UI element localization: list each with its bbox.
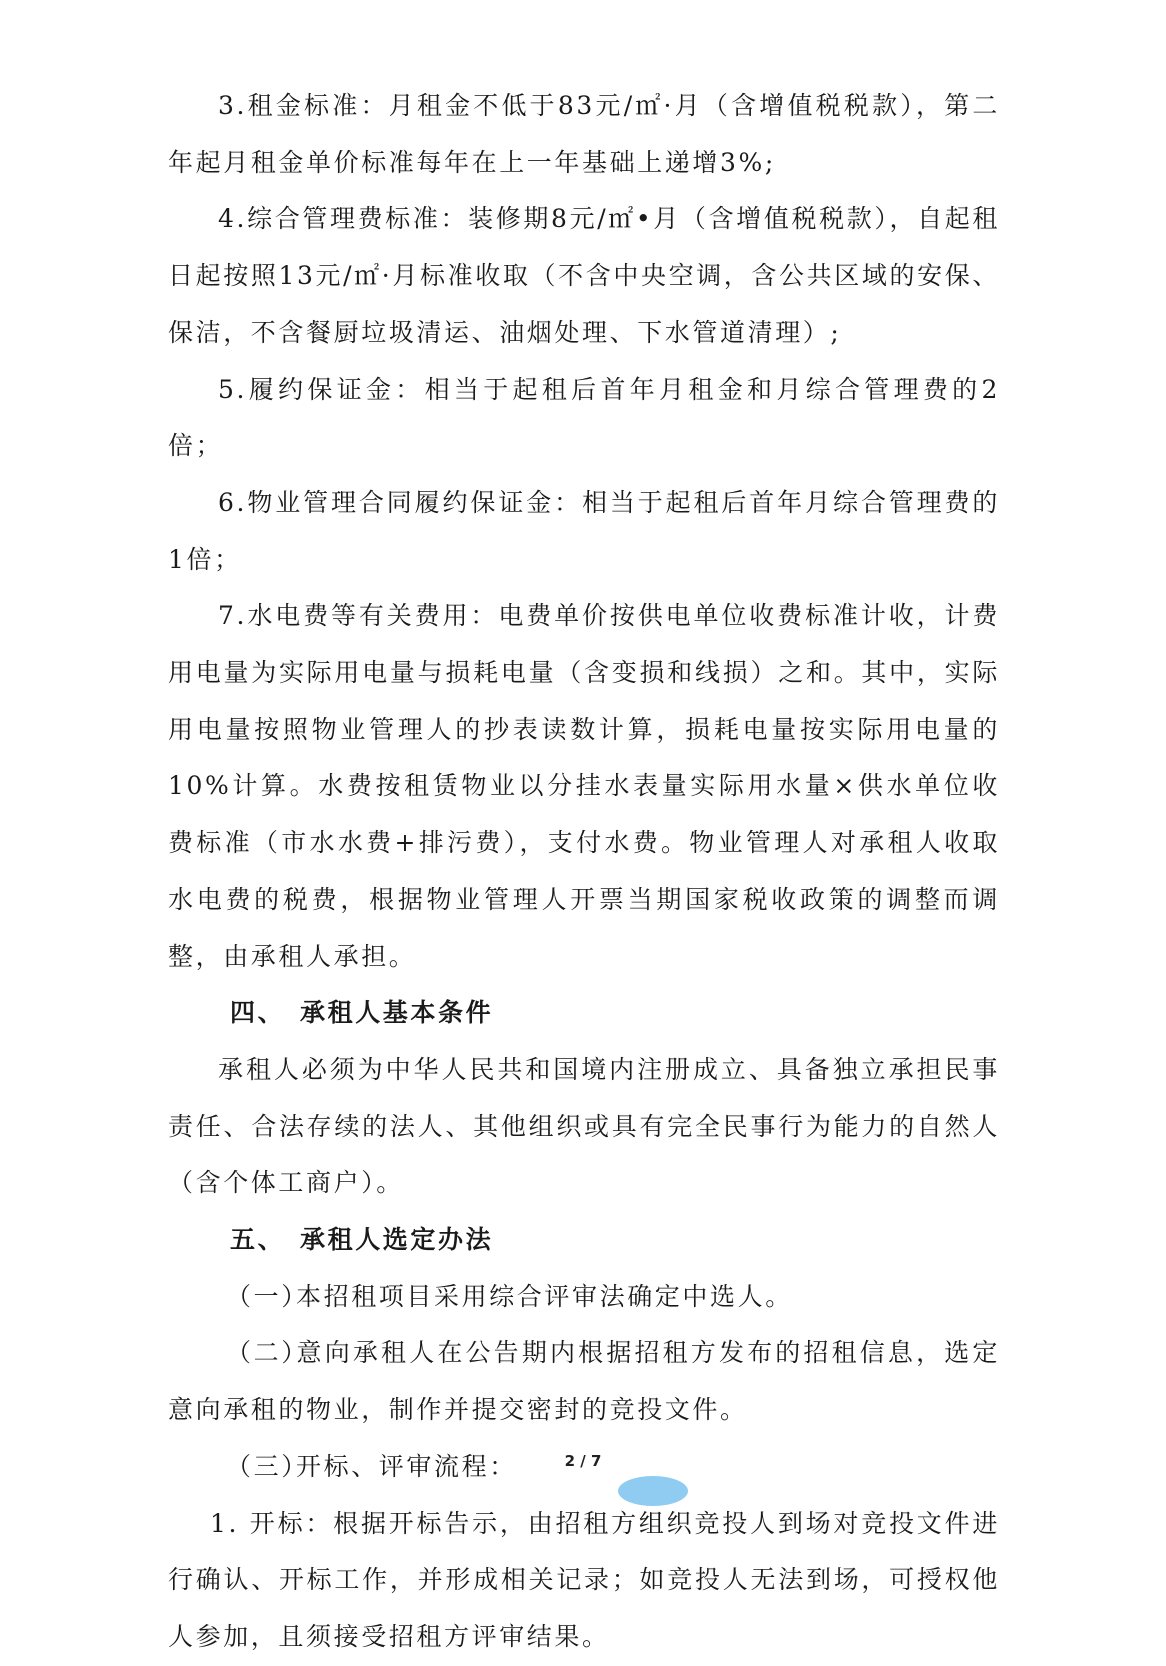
item-2-text: 意向承租人在公告期内根据招租方发布的招租信息，选定意向承租的物业，制作并提交密封的竞投文件。 — [168, 1338, 1000, 1425]
section-5-title: 承租人选定办法 — [300, 1225, 494, 1255]
section-5-number: 五、 — [230, 1225, 286, 1255]
utility-fees-paragraph: 7.水电费等有关费用：电费单价按供电单位收费标准计收，计费用电量为实际用电量与损耗电量（含变损和线损）之和。其中，实际用电量按照物业管理人的抄表读数计算，损耗电量按实际用电量的10%计算。水费按租赁物业以分挂水表量实际用水量×供水单位收费标准（市水水费+排污费），支付水费。物业管理人对承租人收取水电费的税费，根据物业管理人开票当期国家税收政策的调整而调整，由承租人承担。 — [168, 601, 1000, 971]
section-5-item-2 — [168, 1325, 1000, 1438]
page-content — [168, 78, 1000, 1666]
opening-step-paragraph: 1. 开标：根据开标告示，由招租方组织竞投人到场对竞投文件进行确认、开标工作，并形成相关记录；如竞投人无法到场，可授权他人参加，且须接受招租方评审结果。 — [168, 1508, 1000, 1651]
rent-standard-paragraph: 3.租金标准：月租金不低于83元/㎡·月（含增值税税款），第二年起月租金单价标准每年在上一年基础上递增3%; — [168, 91, 1000, 177]
section-4-heading — [168, 985, 1000, 1042]
performance-deposit-paragraph: 5.履约保证金：相当于起租后首年月租金和月综合管理费的2倍； — [168, 374, 1000, 461]
section-4-body: 承租人必须为中华人民共和国境内注册成立、具备独立承担民事责任、合法存续的法人、其他组织或具有完全民事行为能力的自然人（含个体工商户）。 — [168, 1054, 1000, 1198]
page-number: 2 / 7 — [564, 1452, 602, 1470]
item-3-number: （三） — [226, 1451, 309, 1481]
item-2-number: （二） — [226, 1338, 309, 1368]
section-4-number: 四、 — [230, 998, 286, 1028]
section-5-item-1 — [168, 1269, 1000, 1326]
property-contract-deposit-paragraph: 6.物业管理合同履约保证金：相当于起租后首年月综合管理费的1倍； — [168, 487, 1000, 574]
item-1-text: 本招租项目采用综合评审法确定中选人。 — [296, 1281, 793, 1311]
section-4-title: 承租人基本条件 — [300, 998, 494, 1028]
item-3-text: 开标、评审流程： — [296, 1451, 517, 1481]
floating-button-badge[interactable] — [618, 1476, 688, 1506]
item-1-number: （一） — [226, 1281, 309, 1311]
management-fee-paragraph: 4.综合管理费标准：装修期8元/㎡•月（含增值税税款），自起租日起按照13元/㎡·月标准收取（不含中央空调，含公共区域的安保、保洁，不含餐厨垃圾清运、油烟处理、下水管道清理）; — [168, 204, 1000, 347]
section-5-heading — [168, 1212, 1000, 1269]
